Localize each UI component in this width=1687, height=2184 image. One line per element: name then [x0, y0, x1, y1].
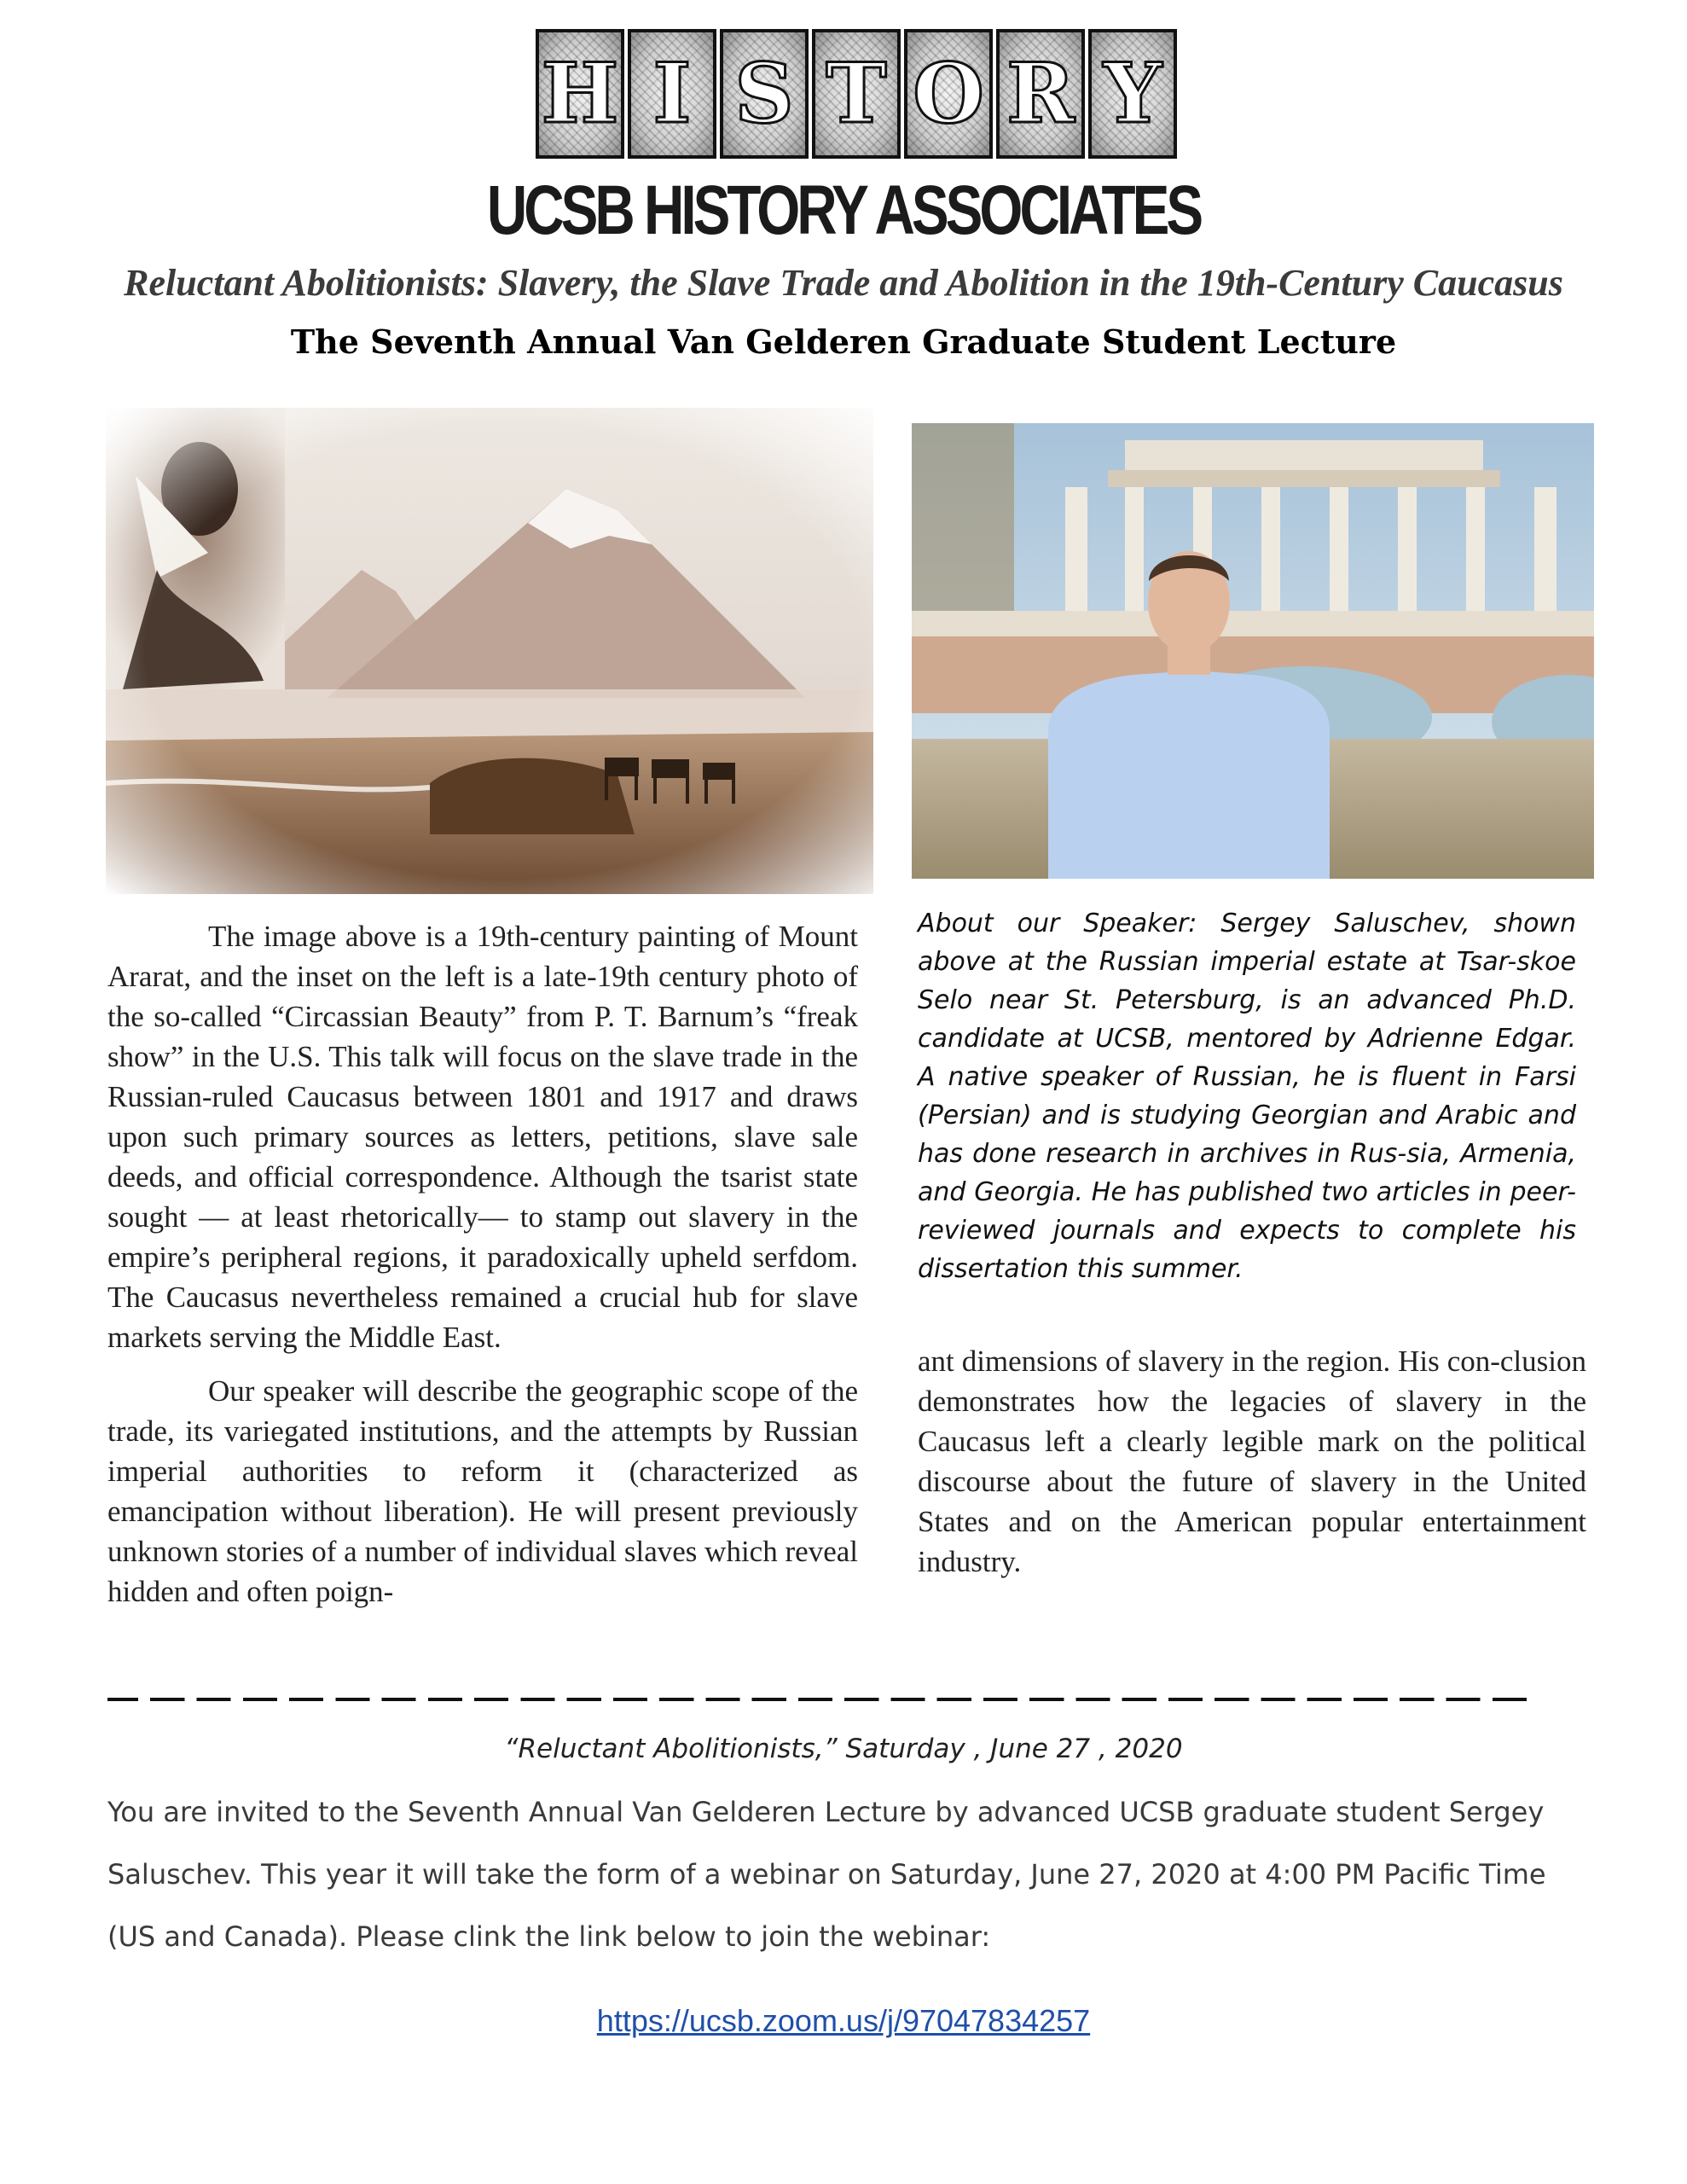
masthead-letter: Y	[1103, 45, 1162, 142]
masthead-letter-tile	[1088, 29, 1177, 159]
masthead-letter-tile	[628, 29, 716, 159]
speaker-photo-svg	[912, 423, 1594, 879]
history-masthead-logo	[536, 29, 1177, 166]
masthead-letter: H	[541, 45, 619, 142]
speaker-photo-image	[912, 423, 1594, 879]
masthead-letter-tile	[720, 29, 809, 159]
description-paragraph: The image above is a 19th-century painting of Mount Ararat, and the inset on the left is a late-19th century photo of the so-called “Circassian Beauty” from P. T. Barnum’s “freak show” in the U.S. This talk will focus on the slave trade in the Russian-ruled Caucasus between 1801 and 1917 and draws upon such primary sources as letters, petitions, slave sale deeds, and official correspondence. Although the tsarist state sought — at least rhetorically— to stamp out slavery in the empire’s peripheral regions, it paradoxically upheld serfdom. The Caucasus nevertheless remained a crucial hub for slave markets serving the Middle East.	[107, 920, 858, 1354]
description-paragraph-continued: ant dimensions of slavery in the region. His con-clusion demonstrates how the legacies of slavery in the Caucasus left a clearly legible mark on the political discourse about the future of slavery in the United States and on the American popular entertainment industry.	[918, 1345, 1586, 1578]
left-column-text	[107, 916, 858, 1625]
webinar-link[interactable]: https://ucsb.zoom.us/j/97047834257	[596, 2003, 1091, 2038]
lecture-subtitle: The Seventh Annual Van Gelderen Graduate Student Lecture	[290, 322, 1397, 361]
ararat-painting-svg	[106, 408, 873, 894]
masthead-letter: R	[1006, 45, 1075, 142]
masthead-letter: I	[652, 45, 692, 142]
masthead-letter-tile	[904, 29, 993, 159]
masthead-letter-tile	[812, 29, 901, 159]
invitation-heading: “Reluctant Abolitionists,” Saturday , June 27 , 2020	[504, 1734, 1183, 1764]
right-column-text	[918, 1341, 1586, 1595]
masthead-letter: T	[826, 45, 887, 142]
speaker-bio: About our Speaker: Sergey Saluschev, shown above at the Russian imperial estate at Tsar-skoe Selo near St. Petersburg, is an advanced Ph.D. candidate at UCSB, mentored by Adrienne Edgar. A native speaker of Russian, he is fluent in Farsi (Persian) and is studying Georgian and Arabic and has done research in archives in Rus-sia, Armenia, and Georgia. He has published two articles in peer-reviewed journals and expects to complete his dissertation this summer.	[918, 909, 1576, 1284]
organization-name: UCSB HISTORY ASSOCIATES	[486, 171, 1201, 249]
masthead-letter-tile	[536, 29, 624, 159]
event-title: Reluctant Abolitionists: Slavery, the Slave Trade and Abolition in the 19th-Century Caucasus	[124, 262, 1563, 304]
masthead-letter-tile	[996, 29, 1085, 159]
masthead-letter: O	[913, 45, 984, 142]
masthead-letter: S	[734, 45, 794, 142]
description-paragraph: Our speaker will describe the geographic scope of the trade, its variegated institutions, and the attempts by Russian imperial authorities to reform it (characterized as emancipation without liberation). He will present previously unknown stories of a number of individual slaves which reveal hidden and often poign-	[107, 1374, 858, 1608]
invitation-text: You are invited to the Seventh Annual Van Gelderen Lecture by advanced UCSB graduate student Sergey Saluschev. This year it will take the form of a webinar on Saturday, June 27, 2020 at 4:00 PM Pacific Time (US and Canada). Please clink the link below to join the webinar:	[107, 1796, 1546, 1953]
mount-ararat-painting-image	[106, 408, 873, 894]
dashed-divider	[107, 1698, 1537, 1701]
